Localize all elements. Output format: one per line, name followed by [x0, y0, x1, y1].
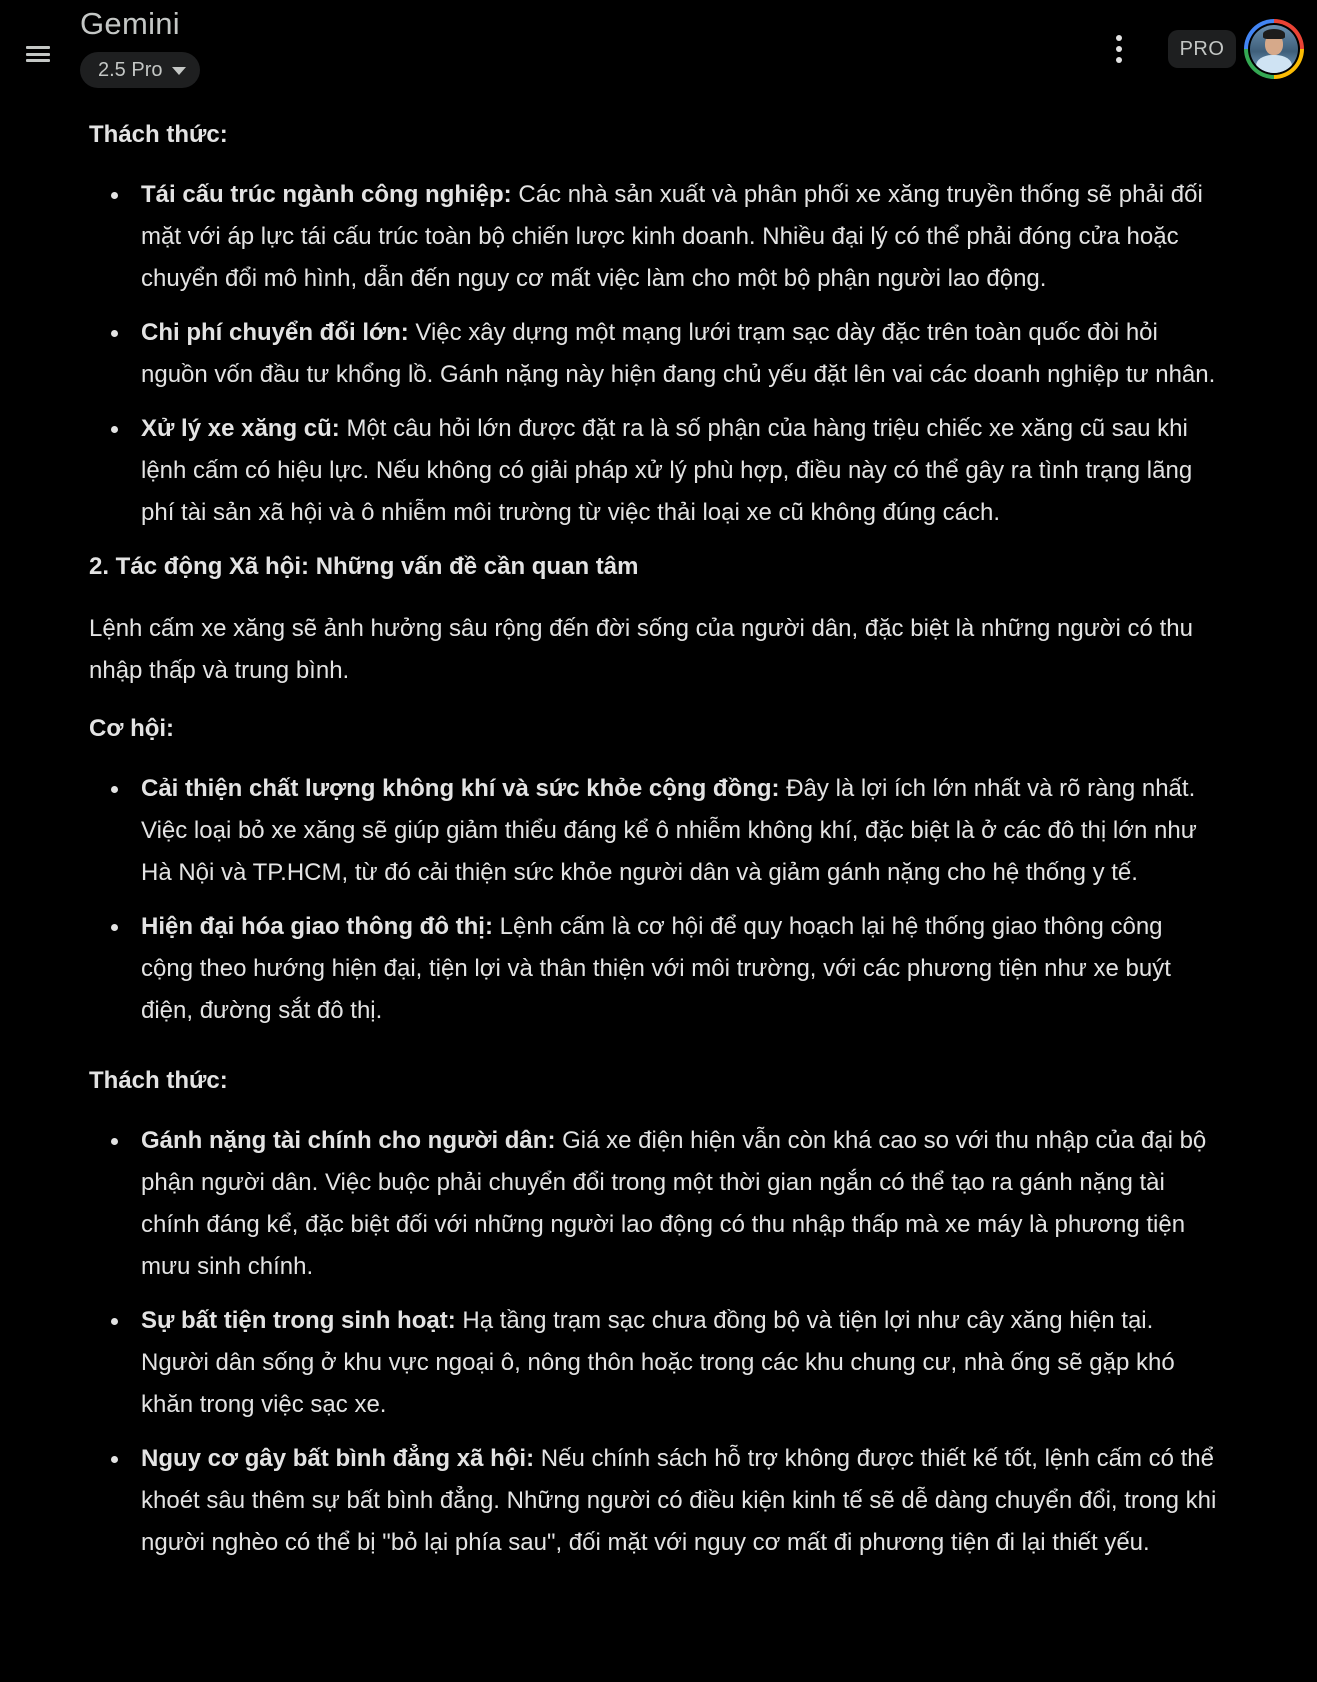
top-app-bar	[0, 0, 1317, 98]
user-avatar[interactable]	[1244, 19, 1304, 79]
item-title: Tái cấu trúc ngành công nghiệp:	[141, 181, 512, 208]
item-title: Gánh nặng tài chính cho người dân:	[141, 1127, 556, 1154]
item-title: Sự bất tiện trong sinh hoạt:	[141, 1307, 456, 1334]
item-text: Các nhà sản xuất và phân phối xe xăng truyền thống sẽ phải đối mặt với áp lực tái cấu trúc toàn bộ chiến lược kinh doanh. Nhiều đại lý có thể phải đóng cửa hoặc chuyển đổi mô hình, dẫn đến nguy cơ mất việc làm cho một bộ phận người lao động.	[141, 181, 1203, 292]
list-item	[141, 1300, 1219, 1426]
economic-challenges-list	[89, 174, 1219, 534]
item-text: Một câu hỏi lớn được đặt ra là số phận của hàng triệu chiếc xe xăng cũ sau khi lệnh cấm có hiệu lực. Nếu không có giải pháp xử lý phù hợp, điều này có thể gây ra tình trạng lãng phí tài sản xã hội và ô nhiễm môi trường từ việc thải loại xe cũ không đúng cách.	[141, 415, 1193, 526]
menu-icon[interactable]	[22, 38, 54, 70]
item-text: Hạ tầng trạm sạc chưa đồng bộ và tiện lợi như cây xăng hiện tại. Người dân sống ở khu vực ngoại ô, nông thôn hoặc trong các khu chung cư, nhà ống sẽ gặp khó khăn trong việc sạc xe.	[141, 1307, 1175, 1418]
list-item	[141, 1438, 1219, 1564]
item-text: Đây là lợi ích lớn nhất và rõ ràng nhất. Việc loại bỏ xe xăng sẽ giúp giảm thiểu đáng kể ô nhiễm không khí, đặc biệt là ở các đô thị lớn như Hà Nội và TP.HCM, từ đó cải thiện sức khỏe người dân và giảm gánh nặng cho hệ thống y tế.	[141, 775, 1197, 886]
item-title: Xử lý xe xăng cũ:	[141, 415, 340, 442]
item-text: Việc xây dựng một mạng lưới trạm sạc dày đặc trên toàn quốc đòi hỏi nguồn vốn đầu tư khổng lồ. Gánh nặng này hiện đang chủ yếu đặt lên vai các doanh nghiệp tư nhân.	[141, 319, 1216, 388]
item-title: Hiện đại hóa giao thông đô thị:	[141, 913, 493, 940]
opportunities-heading: Cơ hội:	[89, 715, 175, 742]
caret-down-icon	[172, 67, 186, 75]
list-item	[141, 906, 1219, 1032]
model-label: 2.5 Pro	[98, 58, 163, 81]
list-item	[141, 408, 1219, 534]
avatar-photo	[1250, 25, 1298, 73]
item-title: Nguy cơ gây bất bình đẳng xã hội:	[141, 1445, 535, 1472]
item-text: Nếu chính sách hỗ trợ không được thiết kế tốt, lệnh cấm có thể khoét sâu thêm sự bất bình đẳng. Những người có điều kiện kinh tế sẽ dễ dàng chuyển đổi, trong khi người nghèo có thể bị "bỏ lại phía sau", đối mặt với nguy cơ mất đi phương tiện đi lại thiết yếu.	[141, 1445, 1217, 1556]
response-body	[89, 98, 1219, 1576]
app-title: Gemini	[80, 6, 180, 41]
pro-badge: PRO	[1168, 30, 1236, 68]
model-selector[interactable]	[80, 52, 200, 88]
list-item	[141, 768, 1219, 894]
social-section-heading: 2. Tác động Xã hội: Những vấn đề cần quan tâm	[89, 553, 639, 580]
more-vert-icon[interactable]	[1103, 30, 1135, 68]
social-challenges-list	[89, 1120, 1219, 1564]
item-text: Lệnh cấm là cơ hội để quy hoạch lại hệ thống giao thông công cộng theo hướng hiện đại, tiện lợi và thân thiện với môi trường, với các phương tiện như xe buýt điện, đường sắt đô thị.	[141, 913, 1171, 1024]
item-text: Giá xe điện hiện vẫn còn khá cao so với thu nhập của đại bộ phận người dân. Việc buộc phải chuyển đổi trong một thời gian ngắn có thể tạo ra gánh nặng tài chính đáng kể, đặc biệt đối với những người lao động có thu nhập thấp mà xe máy là phương tiện mưu sinh chính.	[141, 1127, 1207, 1280]
list-item	[141, 312, 1219, 396]
social-section-intro: Lệnh cấm xe xăng sẽ ảnh hưởng sâu rộng đến đời sống của người dân, đặc biệt là những người có thu nhập thấp và trung bình.	[89, 615, 1193, 684]
list-item	[141, 174, 1219, 300]
item-title: Chi phí chuyển đổi lớn:	[141, 319, 409, 346]
economic-challenges-heading: Thách thức:	[89, 121, 228, 148]
social-challenges-heading: Thách thức:	[89, 1067, 228, 1094]
opportunities-list	[89, 768, 1219, 1032]
list-item	[141, 1120, 1219, 1288]
item-title: Cải thiện chất lượng không khí và sức khỏe cộng đồng:	[141, 775, 780, 802]
